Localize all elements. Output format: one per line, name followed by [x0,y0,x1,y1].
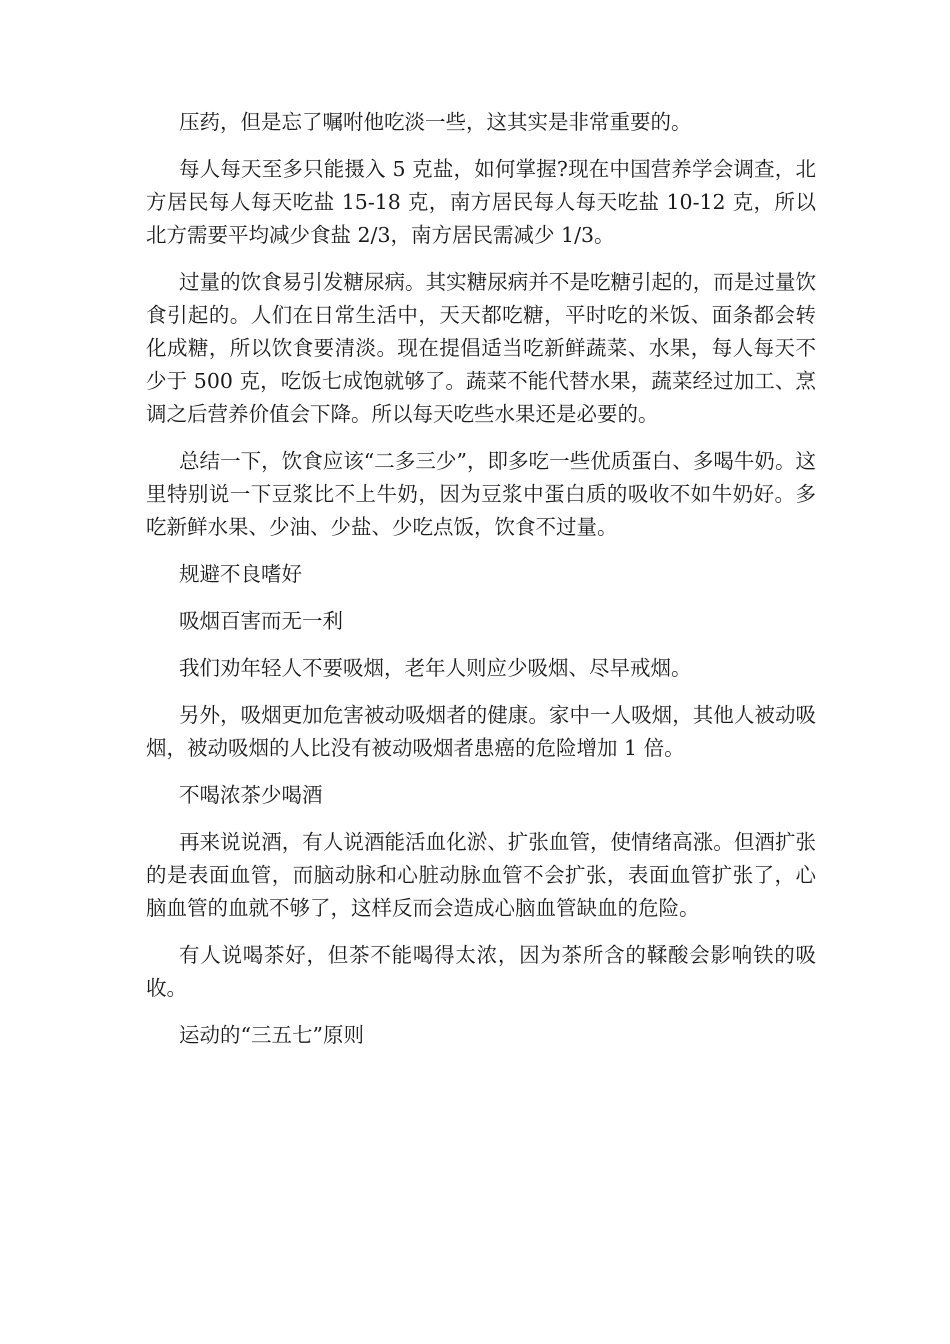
heading-exercise-principle: 运动的“三五七”原则 [179,1023,364,1047]
paragraph-alcohol: 再来说说酒，有人说酒能活血化淤、扩张血管，使情绪高涨。但酒扩张的是表面血管，而脑动脉和心脏动脉血管不会扩张，表面血管扩张了，心脑血管的血就不够了，这样反而会造成心脑血管缺血的危险。 [146,830,816,920]
paragraph-tea: 有人说喝茶好，但茶不能喝得太浓，因为茶所含的鞣酸会影响铁的吸收。 [146,943,816,1000]
heading-tea-alcohol: 不喝浓茶少喝酒 [179,783,323,807]
heading-bad-habits: 规避不良嗜好 [179,562,302,586]
paragraph-salt-intro: 压药，但是忘了嘱咐他吃淡一些，这其实是非常重要的。 [179,110,692,134]
paragraph-diet-summary: 总结一下，饮食应该“二多三少”，即多吃一些优质蛋白、多喝牛奶。这里特别说一下豆浆比不上牛奶，因为豆浆中蛋白质的吸收不如牛奶好。多吃新鲜水果、少油、少盐、少吃点饭，饮食不过量。 [146,449,816,539]
document-page [146,106,816,1066]
paragraph-passive-smoking: 另外，吸烟更加危害被动吸烟者的健康。家中一人吸烟，其他人被动吸烟，被动吸烟的人比没有被动吸烟者患癌的危险增加 1 倍。 [146,703,816,760]
paragraph-smoking-advice: 我们劝年轻人不要吸烟，老年人则应少吸烟、尽早戒烟。 [179,656,692,680]
paragraph-salt-amount: 每人每天至多只能摄入 5 克盐，如何掌握?现在中国营养学会调查，北方居民每人每天吃盐 15-18 克，南方居民每人每天吃盐 10-12 克，所以北方需要平均减少食盐 2/3，南方居民需减少 1/3。 [146,157,816,247]
paragraph-diabetes: 过量的饮食易引发糖尿病。其实糖尿病并不是吃糖引起的，而是过量饮食引起的。人们在日常生活中，天天都吃糖，平时吃的米饭、面条都会转化成糖，所以饮食要清淡。现在提倡适当吃新鲜蔬菜、水果，每人每天不少于 500 克，吃饭七成饱就够了。蔬菜不能代替水果，蔬菜经过加工、烹调之后营养价值会下降。所以每天吃些水果还是必要的。 [146,270,816,426]
heading-smoking: 吸烟百害而无一利 [179,609,343,633]
